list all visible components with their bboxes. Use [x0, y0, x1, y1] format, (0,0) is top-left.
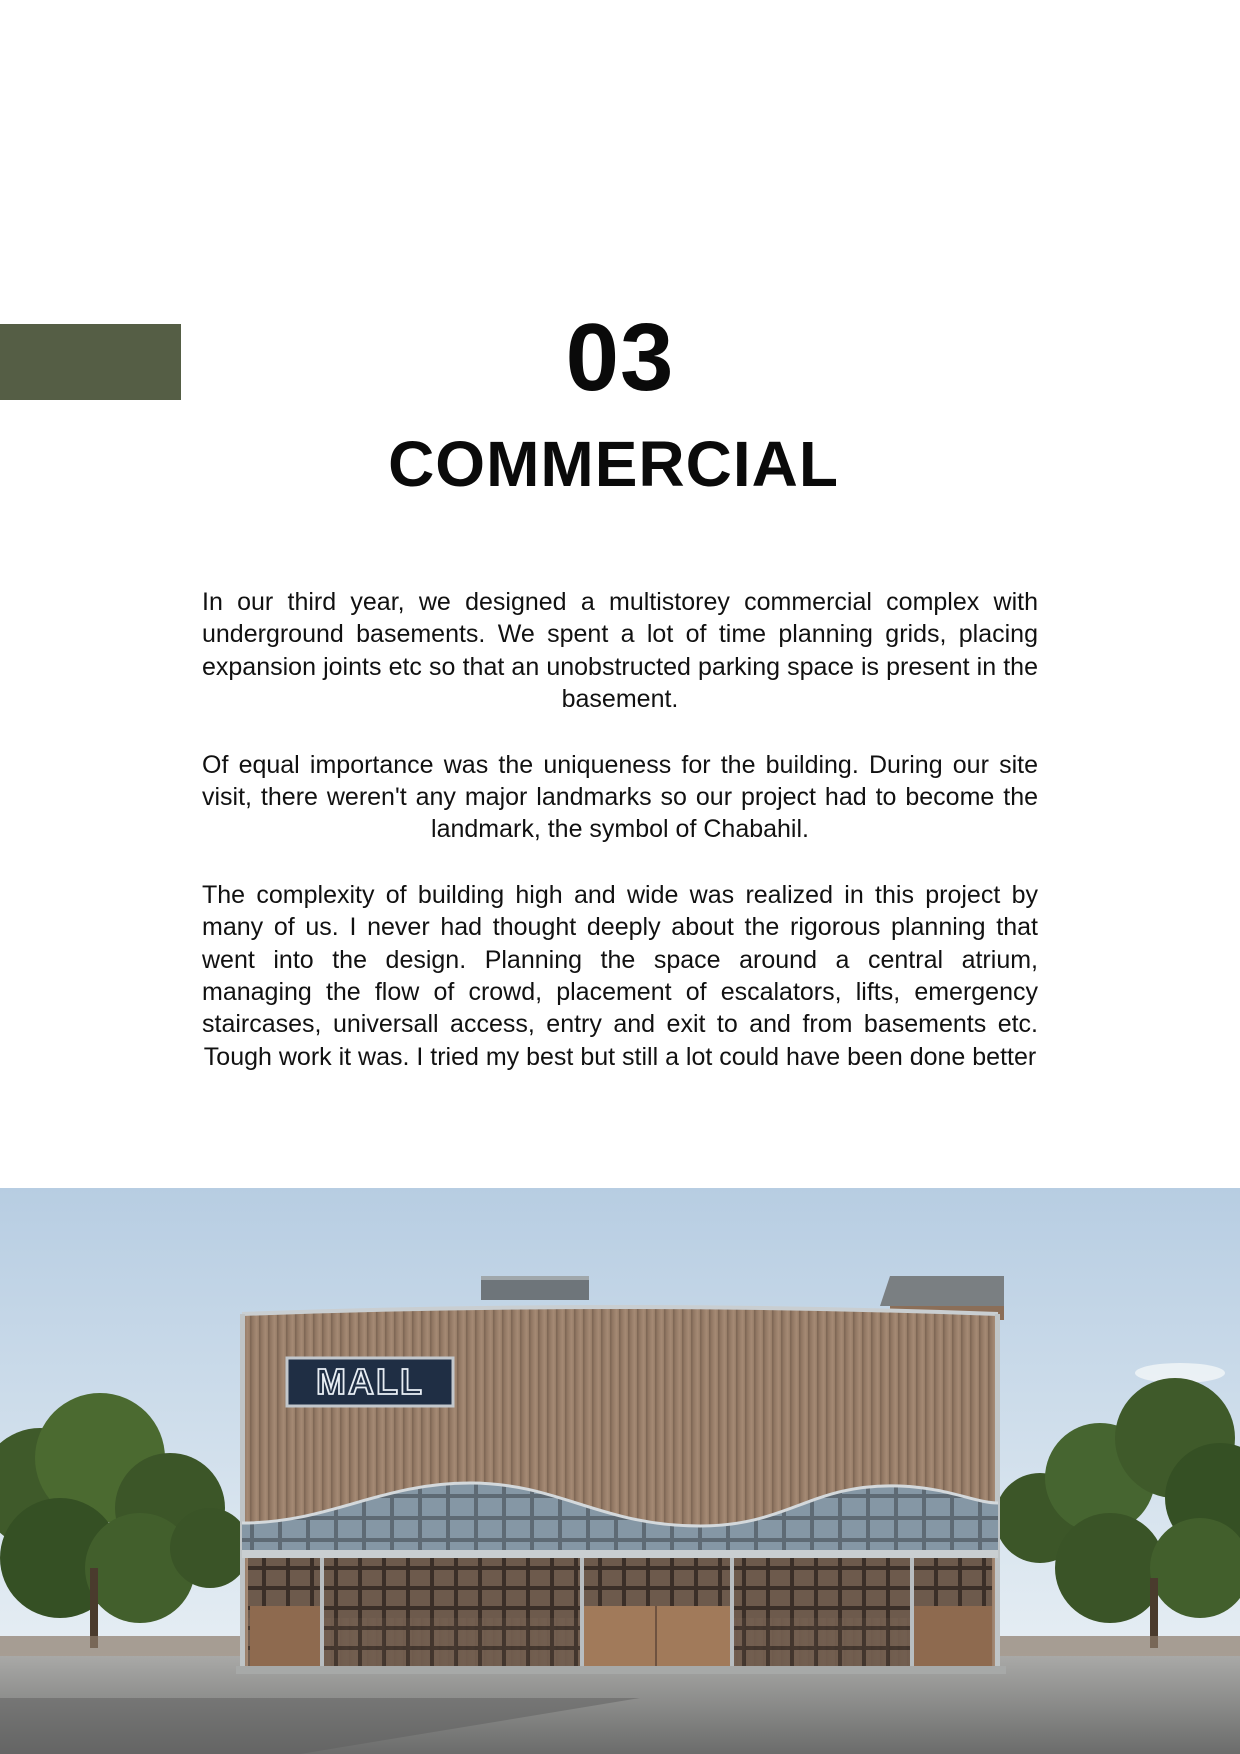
section-number: 03	[565, 304, 675, 411]
mall-sign: MALL	[316, 1361, 424, 1402]
paragraph-intro: In our third year, we designed a multistorey commercial complex with underground basements. We spent a lot of time planning grids, placing expansion joints etc so that an unobstructed parking space is present in the basement.	[202, 588, 1038, 714]
section-title: COMMERCIAL	[388, 428, 839, 500]
body-text	[202, 586, 1038, 1106]
mall-building-photo	[0, 1188, 1240, 1754]
paragraph-complexity: The complexity of building high and wide was realized in this project by many of us. I never had thought deeply about the rigorous planning that went into the design. Planning the space around a central atrium, managing the flow of crowd, placement of escalators, lifts, emergency staircases, universall access, entry and exit to and from basements etc. Tough work it was. I tried my best but still a lot could have been done better	[202, 880, 1038, 1071]
paragraph-uniqueness: Of equal importance was the uniqueness for the building. During our site visit, there weren't any major landmarks so our project had to become the landmark, the symbol of Chabahil.	[202, 750, 1038, 844]
